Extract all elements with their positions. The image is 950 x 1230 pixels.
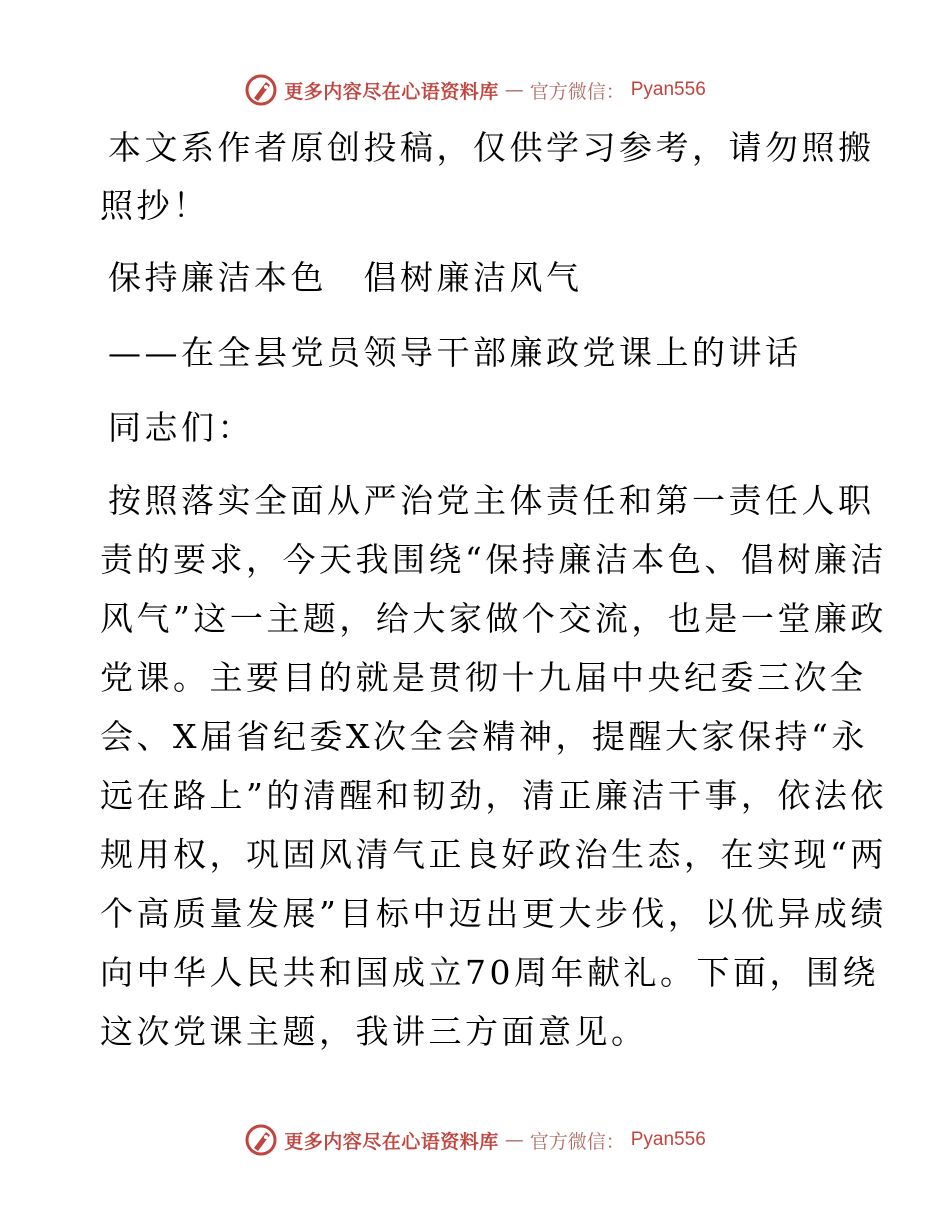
body-line: 规用权，巩固风清气正良好政治生态，在实现“两 (100, 835, 887, 874)
banner-wechat-label: 官方微信： (529, 80, 625, 103)
body-line: 风气”这一主题，给大家做个交流，也是一堂廉政 (100, 599, 887, 638)
body-line: 按照落实全面从严治党主体责任和第一责任人职 (108, 481, 875, 520)
body-line: 责的要求，今天我围绕“保持廉洁本色、倡树廉洁 (100, 540, 887, 579)
banner-wechat-id: Pyan556 (630, 1129, 706, 1150)
pen-logo-icon (244, 73, 278, 107)
banner-site-text: 更多内容尽在心语资料库 (284, 80, 499, 103)
banner-site-text: 更多内容尽在心语资料库 (284, 1130, 499, 1153)
document-subtitle: ——在全县党员领导干部廉政党课上的讲话 (108, 333, 802, 372)
body-line: 个高质量发展”目标中迈出更大步伐，以优异成绩 (100, 894, 887, 933)
body-line: 远在路上”的清醒和韧劲，清正廉洁干事，依法依 (100, 776, 887, 815)
document-title: 保持廉洁本色 倡树廉洁风气 (108, 258, 583, 297)
body-line: 会、X届省纪委X次全会精神，提醒大家保持“永 (100, 717, 868, 756)
notice-line-2: 照抄！ (100, 186, 210, 225)
banner-dash: — (504, 79, 524, 101)
body-line: 党课。主要目的就是贯彻十九届中央纪委三次全 (100, 658, 867, 697)
body-line: 向中华人民共和国成立70周年献礼。下面，围绕 (100, 953, 879, 992)
notice-line-1: 本文系作者原创投稿，仅供学习参考，请勿照搬 (108, 128, 875, 167)
pen-logo-icon (244, 1123, 278, 1157)
banner-dash: — (504, 1129, 524, 1151)
banner-wechat-id: Pyan556 (630, 79, 706, 100)
header-banner (0, 70, 950, 110)
body-line: 这次党课主题，我讲三方面意见。 (100, 1012, 648, 1051)
banner-wechat-label: 官方微信： (529, 1130, 625, 1153)
footer-banner (0, 1120, 950, 1160)
salutation: 同志们： (108, 408, 254, 447)
